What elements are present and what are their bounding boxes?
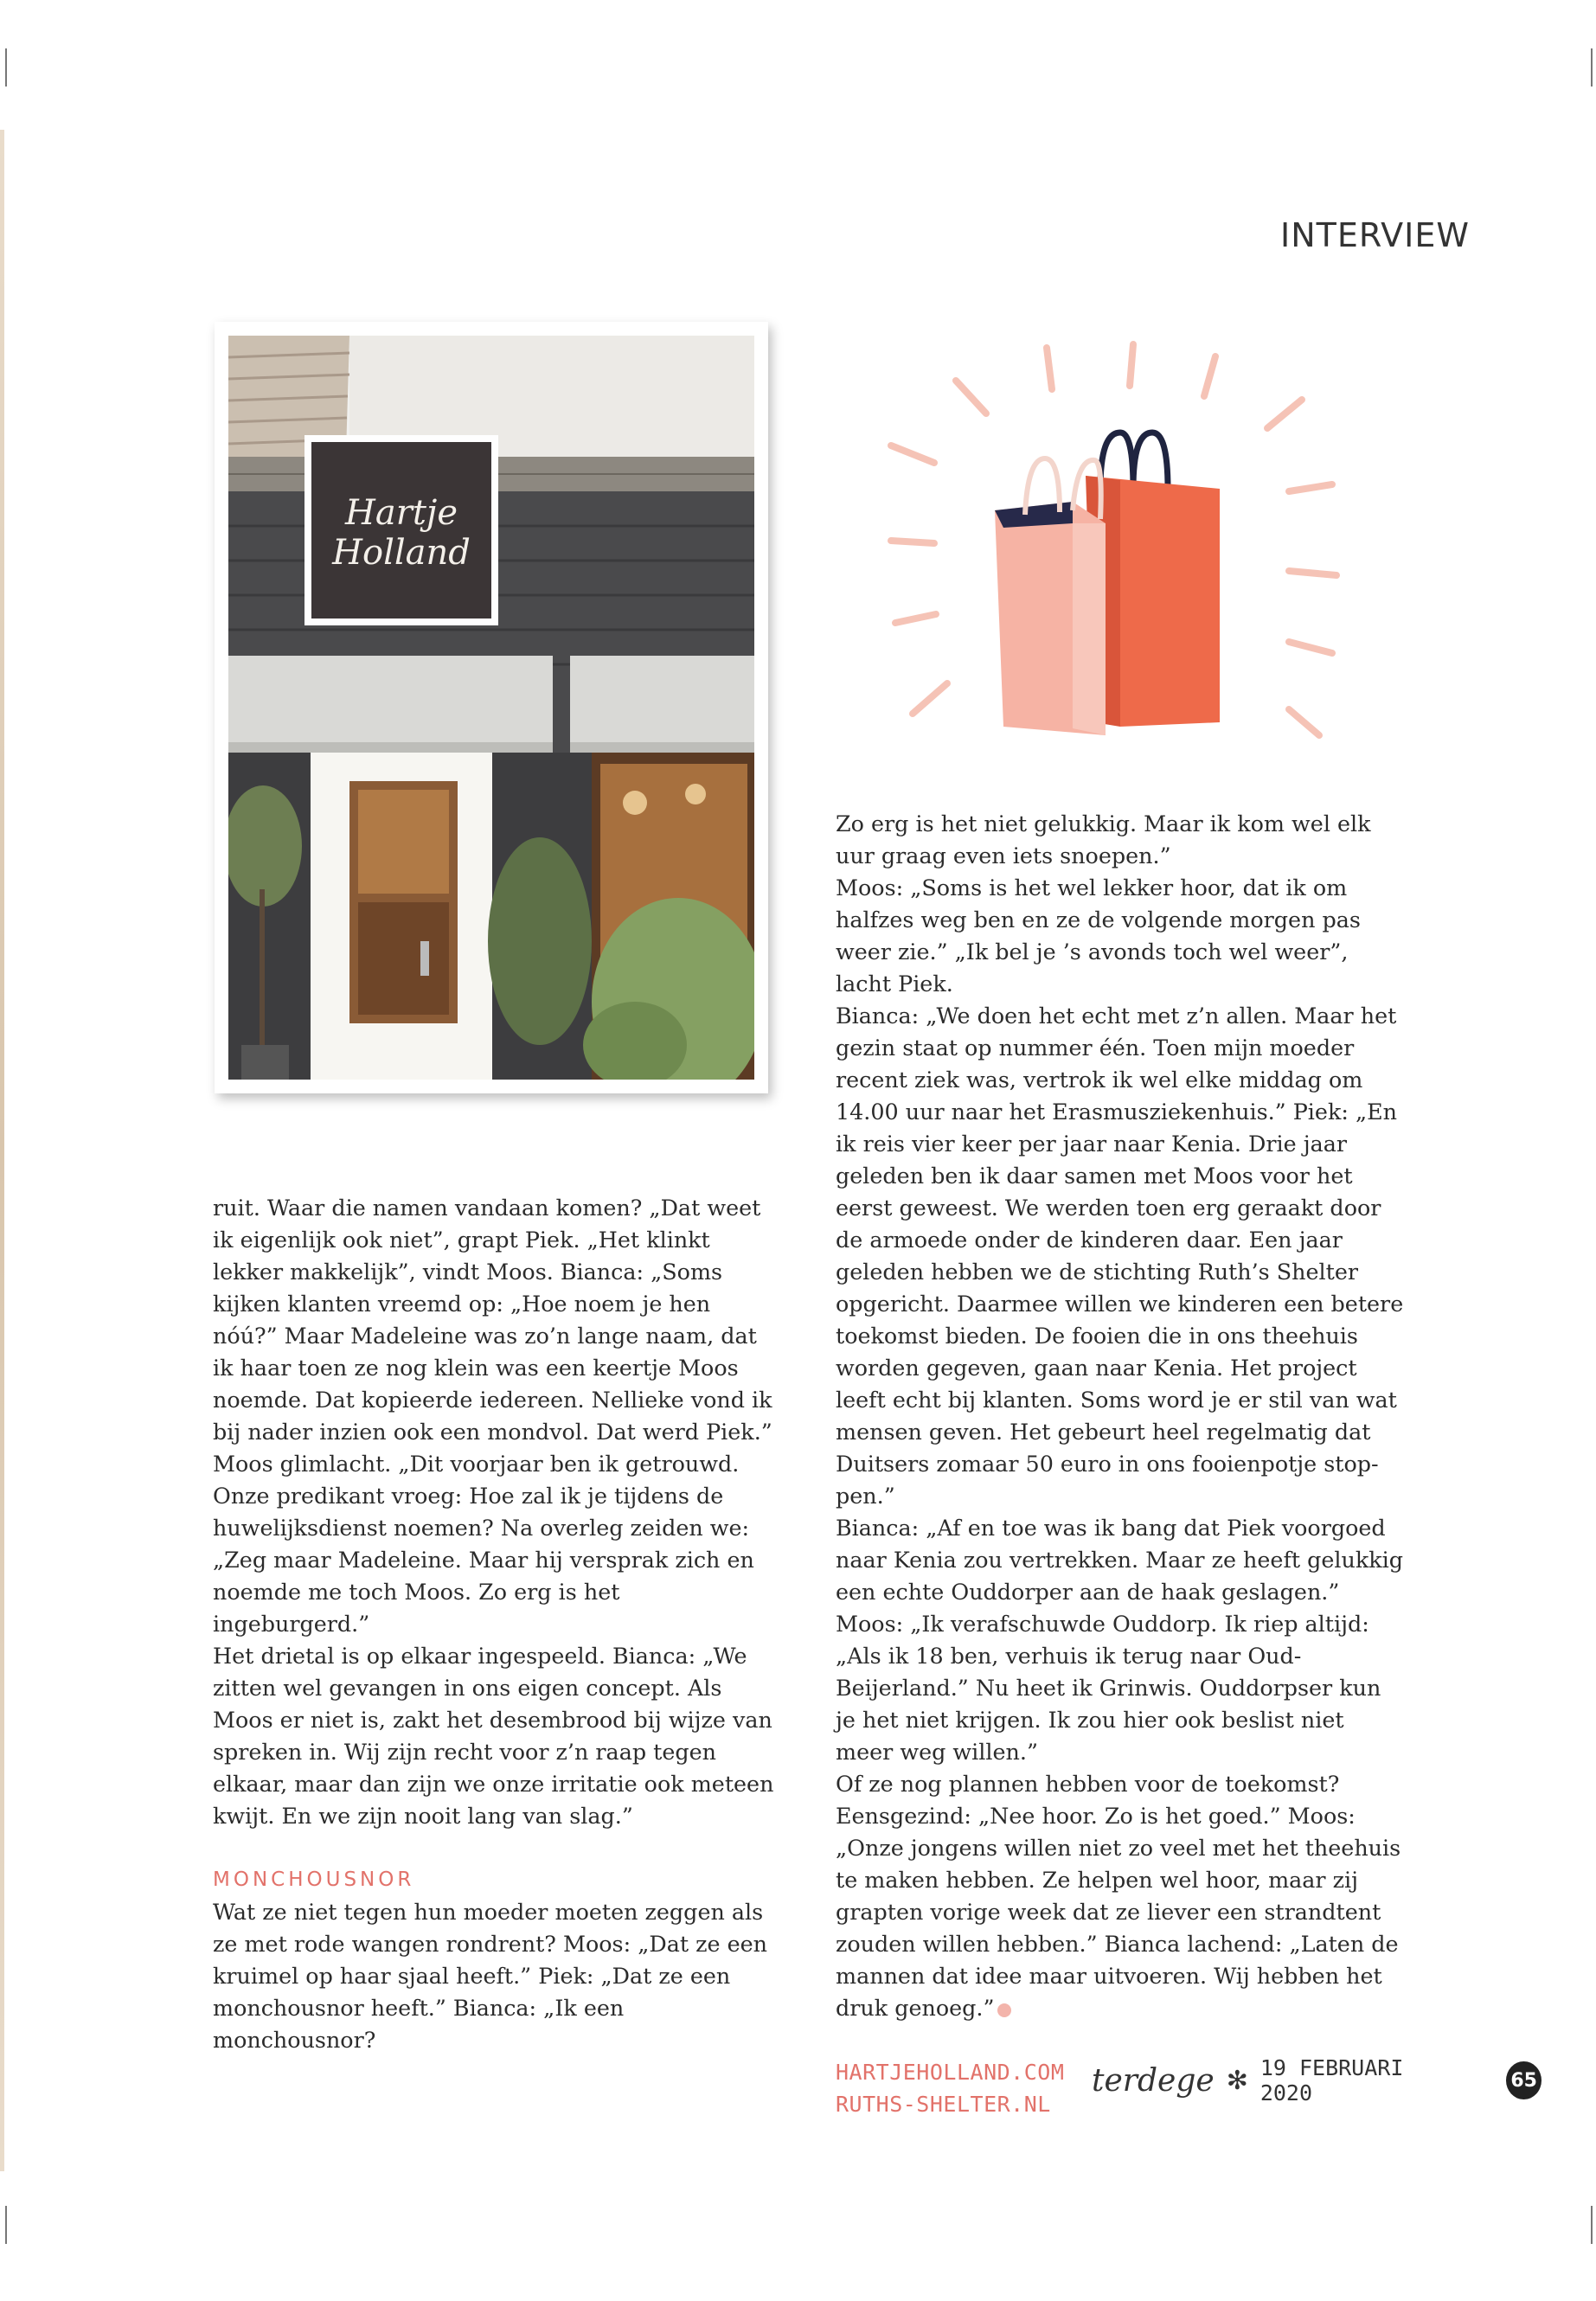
- shop-photo-image: [228, 336, 754, 1080]
- crop-mark: [5, 2206, 7, 2244]
- right-paragraph-6: [836, 1768, 1407, 2024]
- page-edge: [0, 130, 4, 2171]
- right-paragraph-5: Moos: „Ik verafschuwde Ouddorp. Ik riep altijd: „Als ik 18 ben, verhuis ik terug naar Oud-Beijerland.” Nu heet ik Grinwis. Ouddorpser kun je het niet krijgen. Ik zou hier ook beslist niet meer weg willen.”: [836, 1611, 1381, 1765]
- right-paragraph-1: Zo erg is het niet gelukkig. Maar ik kom wel elk uur graag even iets snoepen.”: [836, 811, 1371, 868]
- right-paragraph-3: Bianca: „We doen het echt met z’n allen. Maar het gezin staat op nummer één. Toen mijn moeder recent ziek was, vertrok ik wel elke middag om 14.00 uur naar het Erasmusziekenhuis.” Piek: „En ik reis vier keer per jaar naar Kenia. Drie jaar geleden ben ik daar samen met Moos voor het eerst geweest. We werden toen erg geraakt door de armoede onder de kinderen daar. Een jaar geleden hebben we de stichting Ruth’s Shelter opgericht. Daarmee willen we kinderen een betere toekomst bieden. De fooien die in ons theehuis worden gegeven, gaan naar Kenia. Het project leeft echt bij klanten. Soms word je er stil van wat mensen geven. Het gebeurt heel regelmatig dat Duitsers zomaar 50 euro in ons fooienpotje stoppen.”: [836, 1003, 1404, 1509]
- right-paragraph-2: Moos: „Soms is het wel lekker hoor, dat ik om halfzes weg ben en ze de volgende morgen pas weer zie.” „Ik bel je ’s avonds toch wel weer”, lacht Piek.: [836, 875, 1361, 997]
- subheading-monchousnor: MONCHOUSNOR: [213, 1868, 415, 1891]
- section-label: INTERVIEW: [1280, 216, 1470, 254]
- shop-sign-line2: Holland: [332, 533, 471, 573]
- shop-photo: [215, 322, 768, 1093]
- crop-mark: [1591, 48, 1593, 87]
- page-footer: [1092, 2055, 1542, 2106]
- magazine-brand: terdege: [1092, 2062, 1215, 2099]
- page-number: 65: [1506, 2061, 1542, 2099]
- shopping-bags-illustration: [874, 329, 1358, 779]
- right-paragraph-4: Bianca: „Af en toe was ik bang dat Piek voorgoed naar Kenia zou vertrekken. Maar ze heeft gelukkig een echte Ouddorper aan de haak geslagen.”: [836, 1515, 1404, 1605]
- star-separator-icon: ✻: [1226, 2065, 1248, 2096]
- end-mark-icon: [997, 2003, 1011, 2017]
- issue-date: 19 FEBRUARI 2020: [1259, 2055, 1404, 2106]
- left-paragraph-3: Wat ze niet tegen hun moeder moeten zeggen als ze met rode wangen rondrent? Moos: „Dat ze een kruimel op haar sjaal heeft.” Piek: „Dat ze een monchousnor heeft.” Bianca: „Ik een monchousnor?: [213, 1899, 768, 2053]
- left-text-column: [213, 1192, 775, 2056]
- shop-sign-line1: Hartje: [345, 493, 458, 533]
- right-paragraph-6-text: Of ze nog plannen hebben voor de toekomst? Eensgezind: „Nee hoor. Zo is het goed.” Moos: „Onze jongens willen niet zo veel met het theehuis te maken hebben. Ze helpen wel hoor, maar zij grapten vorige week dat ze liever een strandtent zouden willen hebben.” Bianca lachend: „Laten de mannen dat idee maar uitvoeren. Wij hebben het druk genoeg.”: [836, 1771, 1401, 2021]
- crop-mark: [1591, 2206, 1593, 2244]
- left-paragraph-1: ruit. Waar die namen vandaan komen? „Dat weet ik eigenlijk ook niet”, grapt Piek. „Het klinkt lekker makkelijk”, vindt Moos. Bianca: „Soms kijken klanten vreemd op: „Hoe noem je hen nóú?” Maar Madeleine was zo’n lange naam, dat ik haar toen ze nog klein was een keertje Moos noemde. Dat kopieerde iedereen. Nellieke vond ik bij nader inzien ook een mondvol. Dat werd Piek.” Moos glimlacht. „Dit voorjaar ben ik getrouwd. Onze predikant vroeg: Hoe zal ik je tijdens de huwelijksdienst noemen? Na overleg zeiden we: „Zeg maar Madeleine. Maar hij versprak zich en noemde me toch Moos. Zo erg is het ingeburgerd.”: [213, 1195, 772, 1637]
- crop-mark: [5, 48, 7, 87]
- link-ruths-shelter[interactable]: RUTHS-SHELTER.NL: [836, 2092, 1051, 2117]
- right-text-column: [836, 808, 1407, 2120]
- left-paragraph-2: Het drietal is op elkaar ingespeeld. Bianca: „We zitten wel gevangen in ons eigen concept. Als Moos er niet is, zakt het desembrood bij wijze van spreken in. Wij zijn recht voor z’n raap tegen elkaar, maar dan zijn we onze irritatie ook meteen kwijt. En we zijn nooit lang van slag.”: [213, 1643, 774, 1829]
- link-hartjeholland[interactable]: HARTJEHOLLAND.COM: [836, 2060, 1065, 2085]
- red-bag: [1086, 433, 1220, 727]
